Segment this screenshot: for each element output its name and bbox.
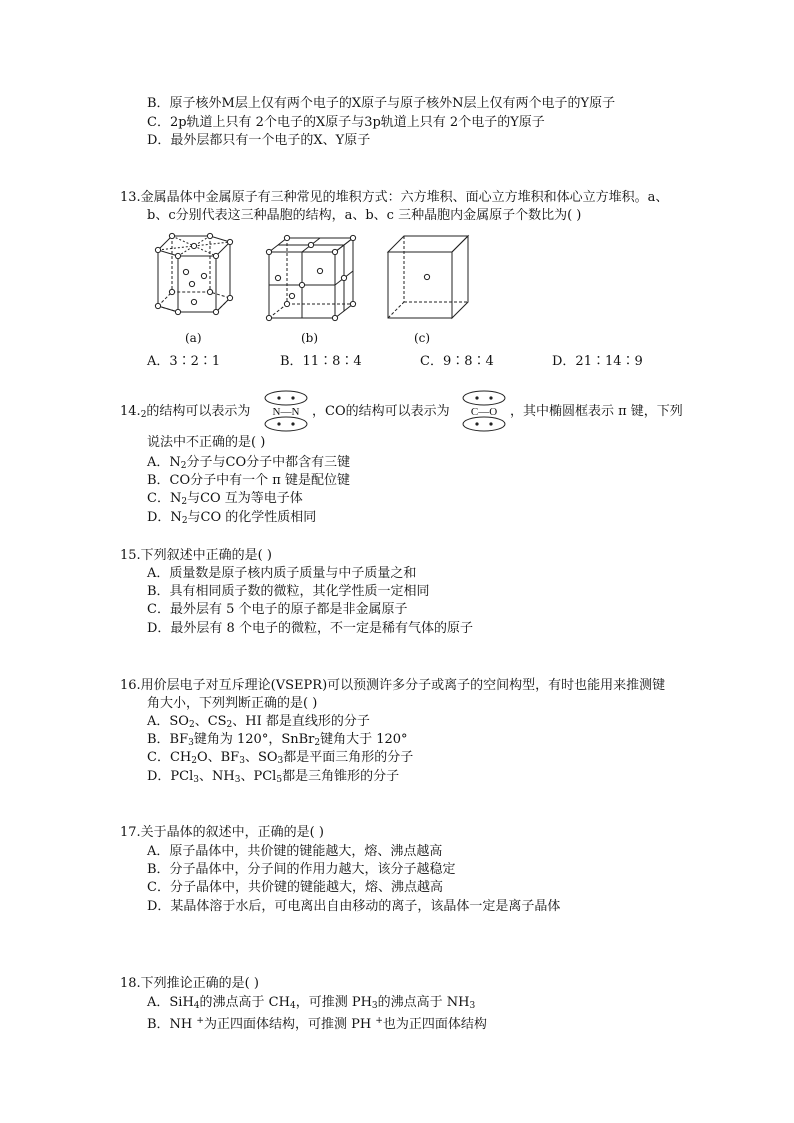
co-formula: C—O: [470, 406, 498, 418]
n2-structure-diagram: [263, 389, 309, 433]
q12-option-c: C．2p轨道上只有 2个电子的X原子与3p轨道上只有 2个电子的Y原子: [147, 115, 545, 130]
q13-stem-line1: 13.金属晶体中金属原子有三种常见的堆积方式：六方堆积、面心立方堆积和体心立方堆积。a、: [120, 190, 669, 205]
q14-stem-line2: 说法中不正确的是( ): [147, 435, 266, 450]
q15-option-b: B．具有相同质子数的微粒，其化学性质一定相同: [147, 584, 430, 599]
q18-stem: 18.下列推论正确的是( ): [120, 976, 259, 991]
q12-option-b: B．原子核外M层上仅有两个电子的X原子与原子核外N层上仅有两个电子的Y原子: [147, 96, 616, 111]
q16-option-c: C．$CH_2O$、$BF_3$、$SO_3$都是平面三角形的分子: [147, 750, 414, 766]
q13-stem-line2: b、c分别代表这三种晶胞的结构，a、b、c 三种晶胞内金属原子个数比为( ): [147, 208, 582, 223]
q16-stem-line2: 角大小，下列判断正确的是( ): [147, 696, 318, 711]
bcc-cell-figure: [384, 232, 474, 322]
q14-option-b: B．CO分子中有一个 π 键是配位键: [147, 473, 350, 488]
q16-option-a: A．$SO_2$、$CS_2$、HI 都是直线形的分子: [147, 714, 370, 730]
q12-option-d: D．最外层都只有一个电子的X、Y原子: [147, 133, 371, 148]
q14-stem-tail: ，其中椭圆框表示 π 键，下列: [510, 404, 683, 419]
q15-option-d: D．最外层有 8 个电子的微粒，不一定是稀有气体的原子: [147, 621, 473, 636]
q14-stem-line1: $14._2$的结构可以表示为: [120, 404, 251, 420]
fcc-cell-figure: [263, 232, 358, 322]
q13-option-c: C．9∶8∶4: [420, 354, 494, 369]
q15-stem: 15.下列叙述中正确的是( ): [120, 548, 272, 563]
q16-option-b: B．$BF_3$键角为 120°，SnBr$_2$键角大于 120°: [147, 732, 408, 748]
figure-b-caption: (b): [301, 331, 319, 345]
q17-stem: 17.关于晶体的叙述中，正确的是( ): [120, 825, 324, 840]
q18-option-a: A．SiH$_4$的沸点高于 $CH_4$，可推测 $PH_3$的沸点高于 $NH_3$: [147, 995, 476, 1011]
q14-option-a: A．$N_2$分子与CO分子中都含有三键: [147, 455, 351, 471]
q15-option-c: C．最外层有 5 个电子的原子都是非金属原子: [147, 602, 408, 617]
q17-option-d: D．某晶体溶于水后，可电离出自由移动的离子，该晶体一定是离子晶体: [147, 899, 561, 914]
n2-formula: N—N: [272, 406, 300, 418]
q14-option-c: C．$N_2$与CO 互为等电子体: [147, 491, 303, 507]
q16-stem-line1: 16.用价层电子对互斥理论(VSEPR)可以预测许多分子或离子的空间构型，有时也能用来推测键: [120, 678, 666, 693]
figure-a-caption: (a): [185, 331, 202, 345]
q15-option-a: A．质量数是原子核内质子质量与中子质量之和: [147, 566, 417, 581]
hexagonal-cell-figure: [150, 228, 240, 323]
q18-option-b: B．NH +为正四面体结构，可推测 PH +也为正四面体结构: [147, 1016, 487, 1032]
q17-option-a: A．原子晶体中，共价键的键能越大，熔、沸点越高: [147, 844, 443, 859]
q14-option-d: D．$N_2$与CO 的化学性质相同: [147, 510, 317, 526]
q17-option-b: B．分子晶体中，分子间的作用力越大，该分子越稳定: [147, 862, 456, 877]
figure-c-caption: (c): [414, 331, 431, 345]
q13-options: [147, 350, 707, 368]
q13-option-b: B．11∶8∶4: [280, 354, 362, 369]
q13-option-d: D．21∶14∶9: [552, 354, 643, 369]
q16-option-d: D．PCl$_3$、$NH_3$、PCl$_5$都是三角锥形的分子: [147, 769, 400, 785]
co-structure-diagram: [461, 389, 507, 433]
q17-option-c: C．分子晶体中，共价键的键能越大，熔、沸点越高: [147, 880, 443, 895]
q13-option-a: A．3∶2∶1: [147, 354, 221, 369]
q14-co-text: ，CO的结构可以表示为: [312, 404, 450, 419]
